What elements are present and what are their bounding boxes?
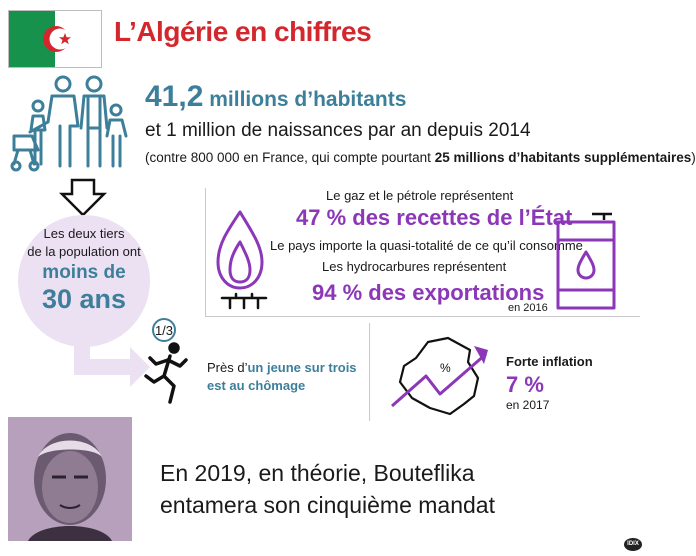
inflation-year: en 2017 (506, 398, 550, 412)
divider (369, 323, 370, 421)
divider (205, 316, 640, 317)
inflation-label: Forte inflation (506, 354, 593, 369)
youth-line-4: 30 ans (41, 284, 127, 314)
page-title: L’Algérie en chiffres (114, 16, 372, 47)
unemployment-line-1: Près d’un jeune sur trois (207, 360, 357, 375)
crescent-star-icon (9, 11, 101, 67)
inflation-map-icon (388, 332, 500, 418)
down-arrow-icon (60, 178, 106, 218)
oil-barrel-icon (552, 206, 622, 314)
burner-icon (220, 292, 268, 310)
credit-badge: IDIX (624, 538, 642, 551)
divider (205, 188, 206, 316)
youth-line-1: Les deux tiers (43, 226, 125, 241)
inflation-value: 7 % (506, 372, 544, 397)
youth-line-3: moins de (42, 262, 126, 283)
bouteflika-line-2: entamera son cinquième mandat (160, 492, 495, 518)
family-icon (8, 74, 140, 174)
portrait-illustration (8, 417, 132, 541)
algeria-flag (8, 10, 102, 68)
population-count: 41,2 millions d’habitants (145, 80, 407, 113)
births-line: et 1 million de naissances par an depuis 2014 (145, 120, 531, 141)
unemployment-line-2: est au chômage (207, 378, 306, 393)
energy-year: en 2016 (508, 302, 548, 314)
unemployment-fraction: 1/3 (154, 323, 174, 338)
energy-line-3: Les hydrocarbures représentent (322, 259, 507, 274)
bouteflika-line-1: En 2019, en théorie, Bouteflika (160, 460, 475, 486)
comparison-line: (contre 800 000 en France, qui compte pourtant 25 millions d’habitants supplémentaires) (145, 150, 696, 165)
energy-stat-exports: 94 % des exportations (312, 280, 545, 305)
right-arrow-icon (60, 335, 152, 385)
percent-sign: % (440, 361, 451, 375)
energy-line-2: Le pays importe la quasi-totalité de ce qu’il consomme (270, 238, 583, 253)
bouteflika-portrait (8, 417, 132, 541)
runner-icon (140, 318, 194, 408)
youth-line-2: de la population ont (27, 244, 141, 259)
energy-line-1: Le gaz et le pétrole représentent (326, 188, 514, 203)
energy-stat-revenue: 47 % des recettes de l’État (296, 205, 573, 230)
